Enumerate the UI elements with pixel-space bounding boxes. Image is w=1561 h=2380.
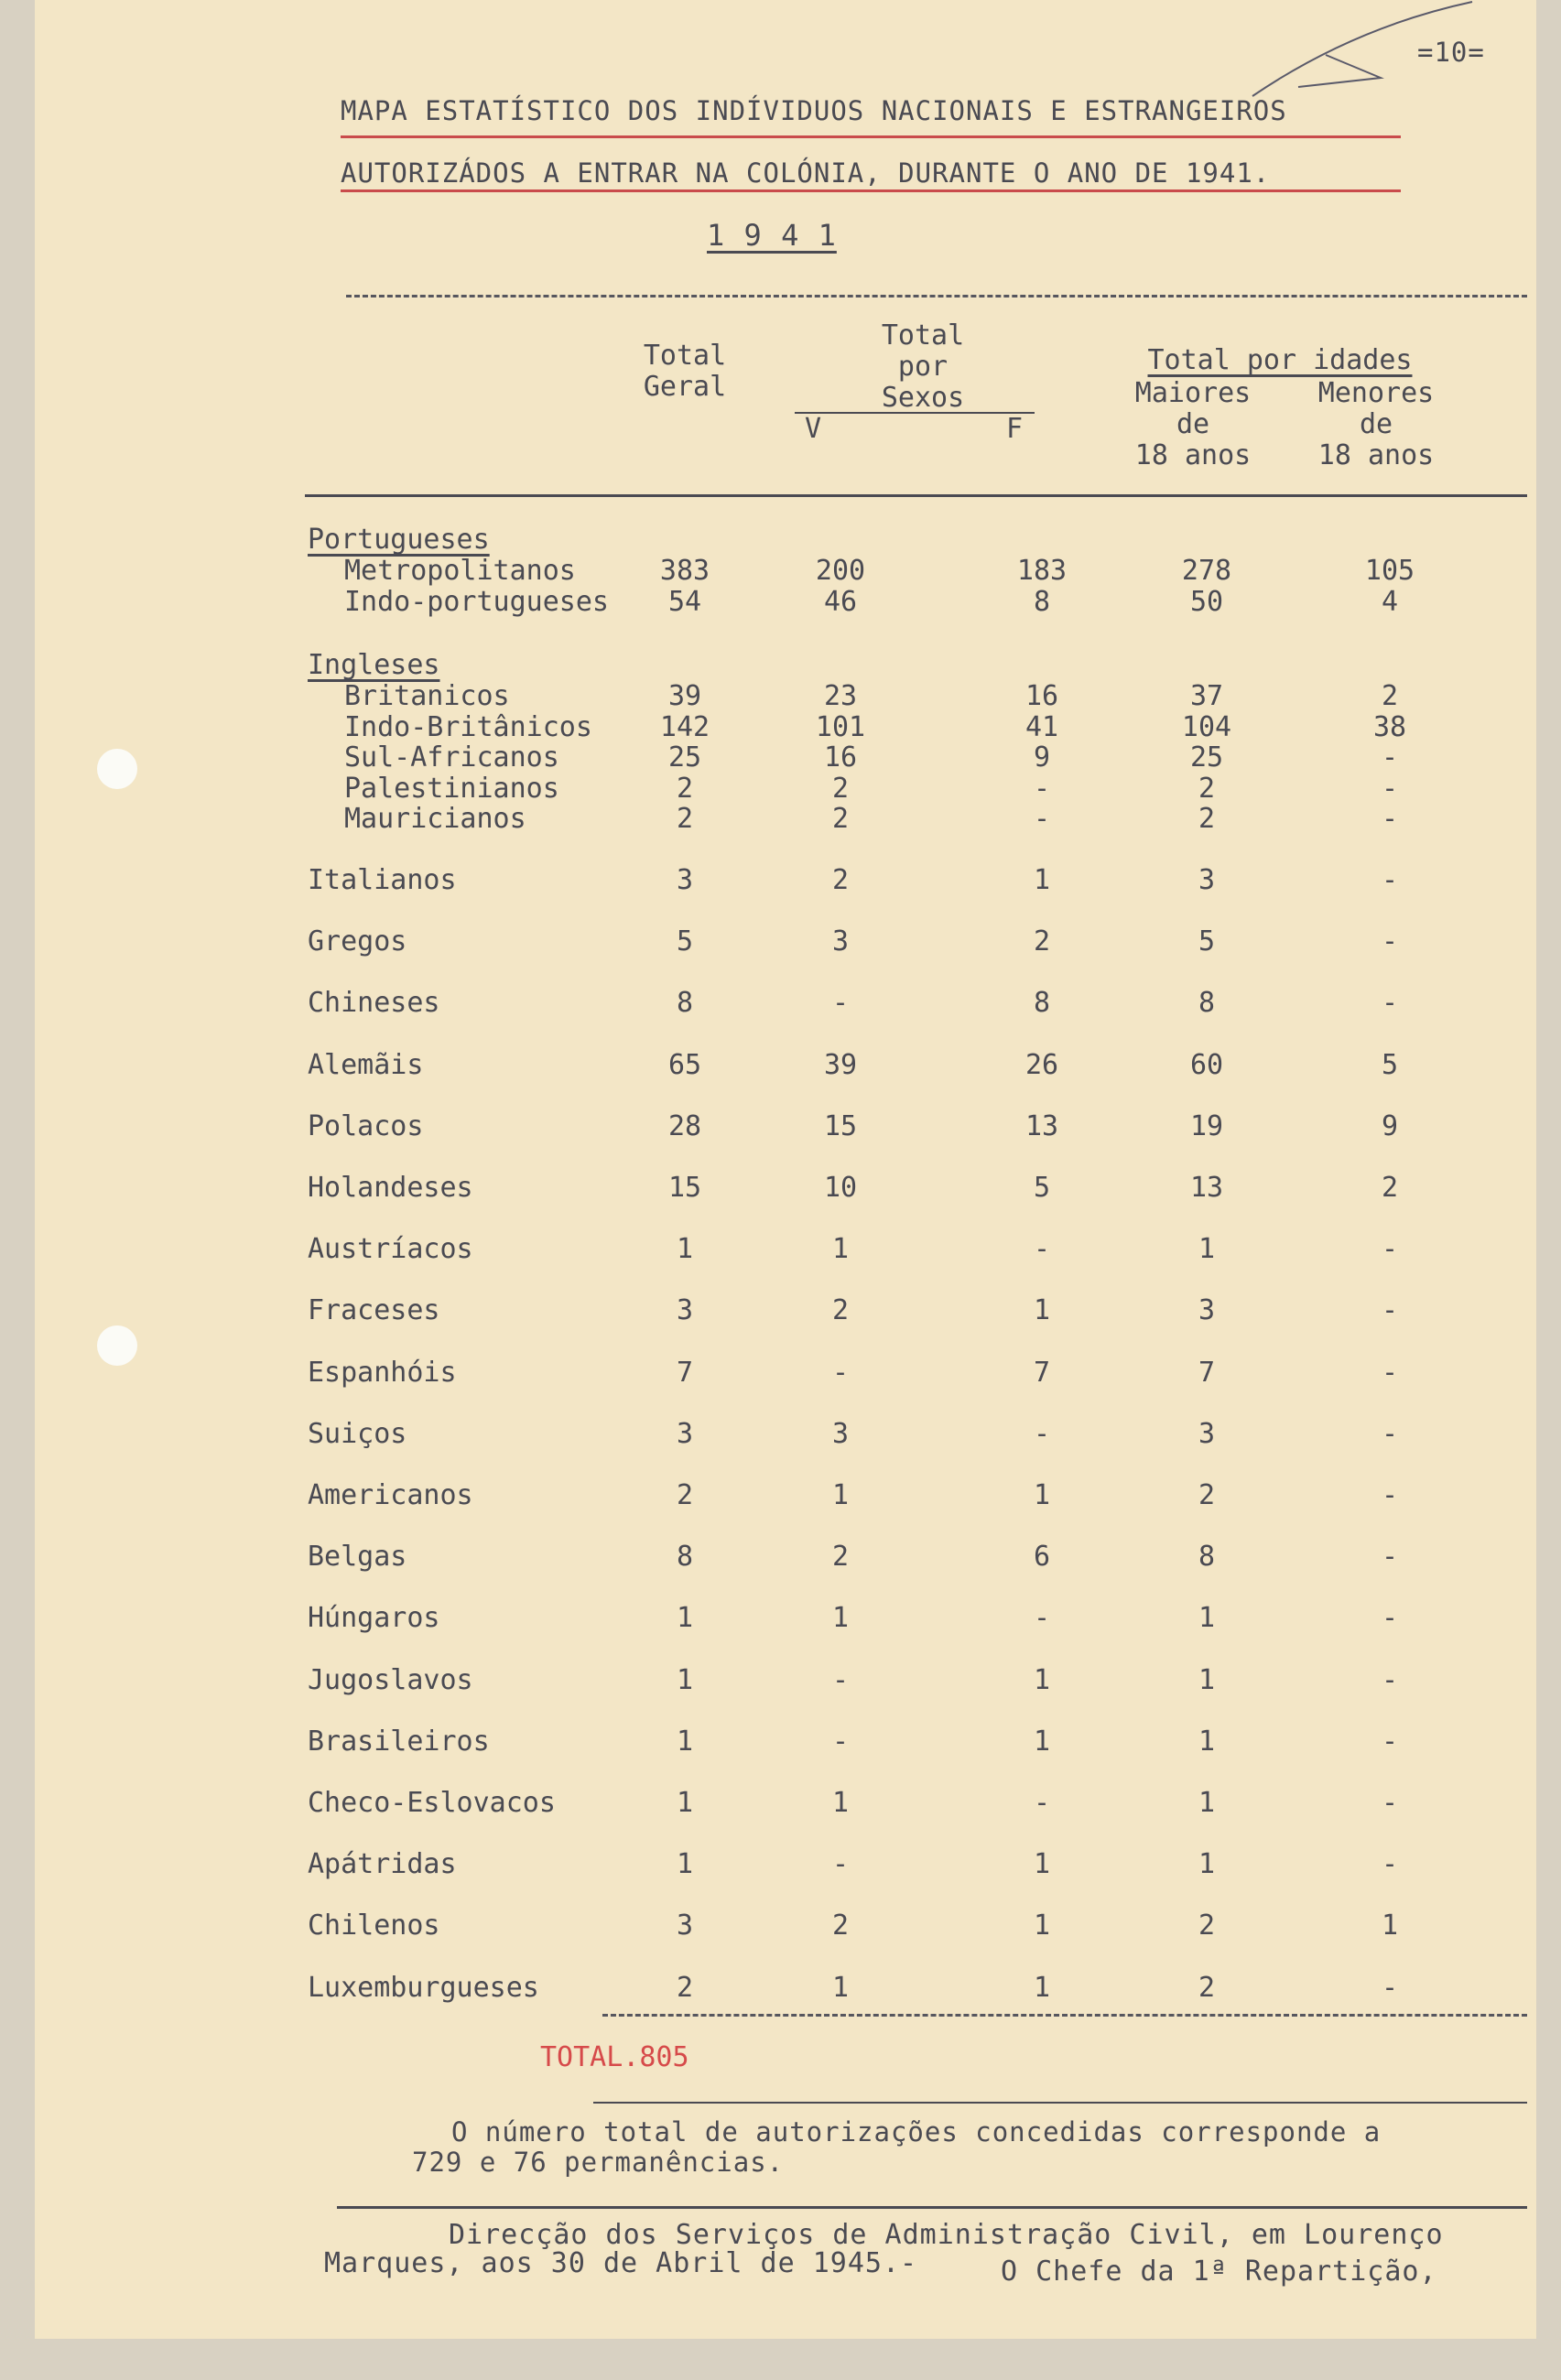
cell-menores: - — [1381, 1602, 1399, 1635]
cell-menores: - — [1381, 1479, 1399, 1511]
cell-v: - — [831, 1356, 850, 1389]
cell-total: 1 — [676, 1602, 694, 1635]
cell-f: - — [1033, 1233, 1051, 1266]
cell-menores: - — [1381, 864, 1399, 896]
cell-total: 2 — [676, 803, 694, 835]
row-label: Austríacos — [308, 1233, 473, 1266]
title-underline-2 — [341, 189, 1401, 192]
cell-f: 1 — [1033, 1663, 1051, 1696]
cell-menores: - — [1381, 1356, 1399, 1389]
cell-menores: 4 — [1381, 585, 1399, 618]
cell-v: 1 — [831, 1233, 850, 1266]
cell-maiores: 104 — [1181, 710, 1232, 743]
row-label: Polacos — [308, 1109, 424, 1142]
cell-total: 3 — [676, 1294, 694, 1327]
cell-maiores: 8 — [1198, 987, 1216, 1020]
cell-total: 65 — [667, 1048, 702, 1081]
cell-v: 39 — [823, 1048, 858, 1081]
cell-total: 28 — [667, 1109, 702, 1142]
dashed-rule — [346, 295, 1527, 298]
cell-v: 16 — [823, 741, 858, 774]
cell-v: 1 — [831, 1602, 850, 1635]
cell-maiores: 1 — [1198, 1233, 1216, 1266]
cell-menores: - — [1381, 741, 1399, 774]
row-label: Holandeses — [308, 1172, 473, 1204]
cell-total: 8 — [676, 987, 694, 1020]
cell-menores: 1 — [1381, 1909, 1399, 1942]
cell-v: 46 — [823, 585, 858, 618]
cell-v: 2 — [831, 1541, 850, 1574]
row-label: Espanhóis — [308, 1356, 457, 1389]
cell-f: 1 — [1033, 1971, 1051, 2004]
cell-total: 5 — [676, 925, 694, 958]
cell-v: 2 — [831, 772, 850, 805]
row-label: Suiços — [308, 1417, 407, 1450]
cell-menores: - — [1381, 987, 1399, 1020]
row-label: Palestinianos — [344, 772, 559, 805]
cell-maiores: 7 — [1198, 1356, 1216, 1389]
cell-total: 2 — [676, 772, 694, 805]
header-total-geral: Total Geral — [643, 340, 727, 403]
cell-maiores: 2 — [1198, 803, 1216, 835]
row-label: Alemãis — [308, 1048, 424, 1081]
cell-f: 9 — [1033, 741, 1051, 774]
row-label: Brasileiros — [308, 1725, 490, 1758]
cell-maiores: 3 — [1198, 1417, 1216, 1450]
cell-total: 3 — [676, 1417, 694, 1450]
cell-total: 1 — [676, 1725, 694, 1758]
cell-maiores: 60 — [1189, 1048, 1224, 1081]
cell-f: 1 — [1033, 1848, 1051, 1881]
cell-v: 1 — [831, 1479, 850, 1511]
cell-v: 200 — [815, 555, 866, 587]
rule — [337, 2206, 1527, 2209]
header-f: F — [1005, 413, 1024, 445]
cell-v: 15 — [823, 1109, 858, 1142]
cell-menores: 5 — [1381, 1048, 1399, 1081]
cell-f: 26 — [1024, 1048, 1059, 1081]
title-underline-1 — [341, 135, 1401, 138]
header-total-sexos: Total por Sexos — [881, 319, 965, 414]
cell-total: 383 — [659, 555, 710, 587]
cell-total: 3 — [676, 864, 694, 896]
row-label: Britanicos — [344, 680, 510, 712]
row-label: Sul-Africanos — [344, 741, 559, 774]
cell-menores: - — [1381, 1417, 1399, 1450]
row-label: Húngaros — [308, 1602, 440, 1635]
cell-maiores: 2 — [1198, 1971, 1216, 2004]
cell-f: 41 — [1024, 710, 1059, 743]
cell-total: 2 — [676, 1971, 694, 2004]
cell-f: 7 — [1033, 1356, 1051, 1389]
cell-total: 3 — [676, 1909, 694, 1942]
cell-f: - — [1033, 1602, 1051, 1635]
cell-menores: - — [1381, 772, 1399, 805]
cell-v: 2 — [831, 803, 850, 835]
cell-f: 16 — [1024, 680, 1059, 712]
cell-maiores: 278 — [1181, 555, 1232, 587]
cell-f: 13 — [1024, 1109, 1059, 1142]
cell-menores: - — [1381, 1725, 1399, 1758]
cell-menores: - — [1381, 1541, 1399, 1574]
cell-v: 1 — [831, 1971, 850, 2004]
cell-f: - — [1033, 803, 1051, 835]
row-label: Luxemburgueses — [308, 1971, 539, 2004]
year-heading: 1 9 4 1 — [707, 218, 837, 253]
cell-maiores: 1 — [1198, 1848, 1216, 1881]
cell-f: 1 — [1033, 1479, 1051, 1511]
row-label: Americanos — [308, 1479, 473, 1511]
cell-menores: 9 — [1381, 1109, 1399, 1142]
header-maiores: Maiores de 18 anos — [1134, 377, 1252, 471]
cell-v: - — [831, 987, 850, 1020]
cell-total: 8 — [676, 1541, 694, 1574]
row-label: Fraceses — [308, 1294, 440, 1327]
header-menores: Menores de 18 anos — [1317, 377, 1435, 471]
cell-menores: - — [1381, 1787, 1399, 1819]
cell-v: - — [831, 1663, 850, 1696]
cell-maiores: 37 — [1189, 680, 1224, 712]
cell-f: - — [1033, 772, 1051, 805]
cell-total: 142 — [659, 710, 710, 743]
cell-menores: 2 — [1381, 1172, 1399, 1204]
cell-menores: 105 — [1364, 555, 1415, 587]
dashed-rule — [602, 2014, 1527, 2017]
cell-f: 1 — [1033, 864, 1051, 896]
group-heading: Portugueses — [308, 524, 490, 556]
note-line-1: O número total de autorizações concedidas corresponde a — [451, 2116, 1382, 2147]
punch-hole — [97, 749, 137, 789]
cell-menores: - — [1381, 1294, 1399, 1327]
cell-total: 1 — [676, 1233, 694, 1266]
cell-f: 5 — [1033, 1172, 1051, 1204]
cell-v: 3 — [831, 925, 850, 958]
cell-menores: - — [1381, 925, 1399, 958]
cell-v: 2 — [831, 1909, 850, 1942]
cell-v: - — [831, 1725, 850, 1758]
row-label: Gregos — [308, 925, 407, 958]
cell-f: 1 — [1033, 1909, 1051, 1942]
cell-menores: - — [1381, 1971, 1399, 2004]
group-heading: Ingleses — [308, 649, 440, 681]
cell-total: 25 — [667, 741, 702, 774]
row-label: Indo-Britânicos — [344, 710, 592, 743]
row-label: Checo-Eslovacos — [308, 1787, 556, 1819]
cell-maiores: 2 — [1198, 1479, 1216, 1511]
cell-maiores: 13 — [1189, 1172, 1224, 1204]
cell-v: 23 — [823, 680, 858, 712]
cell-maiores: 5 — [1198, 925, 1216, 958]
cell-total: 1 — [676, 1848, 694, 1881]
document-page — [35, 0, 1536, 2339]
cell-menores: - — [1381, 1848, 1399, 1881]
cell-v: 10 — [823, 1172, 858, 1204]
cell-maiores: 1 — [1198, 1787, 1216, 1819]
cell-maiores: 8 — [1198, 1541, 1216, 1574]
row-label: Mauricianos — [344, 803, 526, 835]
cell-total: 1 — [676, 1787, 694, 1819]
cell-f: 8 — [1033, 585, 1051, 618]
footer-line-2a: Marques, aos 30 de Abril de 1945.- — [324, 2247, 918, 2279]
cell-v: - — [831, 1848, 850, 1881]
cell-maiores: 19 — [1189, 1109, 1224, 1142]
page-number: =10= — [1417, 37, 1485, 68]
title-line-2: AUTORIZÁDOS A ENTRAR NA COLÓNIA, DURANTE O ANO DE 1941. — [341, 157, 1271, 189]
cell-v: 2 — [831, 1294, 850, 1327]
rule — [593, 2102, 1527, 2104]
cell-v: 1 — [831, 1787, 850, 1819]
cell-maiores: 25 — [1189, 741, 1224, 774]
cell-f: 1 — [1033, 1725, 1051, 1758]
cell-total: 54 — [667, 585, 702, 618]
cell-v: 3 — [831, 1417, 850, 1450]
cell-maiores: 1 — [1198, 1663, 1216, 1696]
row-label: Belgas — [308, 1541, 407, 1574]
cell-menores: 38 — [1372, 710, 1407, 743]
cell-menores: - — [1381, 1233, 1399, 1266]
cell-maiores: 2 — [1198, 772, 1216, 805]
header-rule — [305, 494, 1527, 497]
cell-maiores: 50 — [1189, 585, 1224, 618]
cell-f: 8 — [1033, 987, 1051, 1020]
row-label: Jugoslavos — [308, 1663, 473, 1696]
cell-maiores: 1 — [1198, 1725, 1216, 1758]
cell-total: 15 — [667, 1172, 702, 1204]
row-label: Italianos — [308, 864, 457, 896]
cell-maiores: 3 — [1198, 1294, 1216, 1327]
note-line-2: 729 e 76 permanências. — [412, 2147, 785, 2178]
cell-maiores: 3 — [1198, 864, 1216, 896]
header-total-idades: Total por idades — [1147, 344, 1413, 376]
cell-maiores: 1 — [1198, 1602, 1216, 1635]
row-label: Metropolitanos — [344, 555, 576, 587]
cell-total: 39 — [667, 680, 702, 712]
cell-f: - — [1033, 1787, 1051, 1819]
row-label: Indo-portugueses — [344, 585, 609, 618]
cell-f: 1 — [1033, 1294, 1051, 1327]
row-label: Apátridas — [308, 1848, 457, 1881]
cell-total: 1 — [676, 1663, 694, 1696]
cell-menores: - — [1381, 1663, 1399, 1696]
cell-v: 2 — [831, 864, 850, 896]
title-line-1: MAPA ESTATÍSTICO DOS INDÍVIDUOS NACIONAIS E ESTRANGEIROS — [341, 95, 1287, 126]
footer-line-2b: O Chefe da 1ª Repartição, — [1001, 2256, 1437, 2288]
cell-f: - — [1033, 1417, 1051, 1450]
cell-total: 7 — [676, 1356, 694, 1389]
cell-f: 6 — [1033, 1541, 1051, 1574]
cell-f: 2 — [1033, 925, 1051, 958]
header-v: V — [804, 413, 822, 445]
cell-f: 183 — [1016, 555, 1068, 587]
footer-line-1: Direcção dos Serviços de Administração Civil, em Lourenço — [449, 2219, 1444, 2251]
cell-total: 2 — [676, 1479, 694, 1511]
row-label: Chineses — [308, 987, 440, 1020]
cell-menores: - — [1381, 803, 1399, 835]
cell-maiores: 2 — [1198, 1909, 1216, 1942]
cell-menores: 2 — [1381, 680, 1399, 712]
row-label: Chilenos — [308, 1909, 440, 1942]
cell-v: 101 — [815, 710, 866, 743]
total-value: TOTAL.805 — [540, 2041, 689, 2073]
punch-hole — [97, 1325, 137, 1366]
